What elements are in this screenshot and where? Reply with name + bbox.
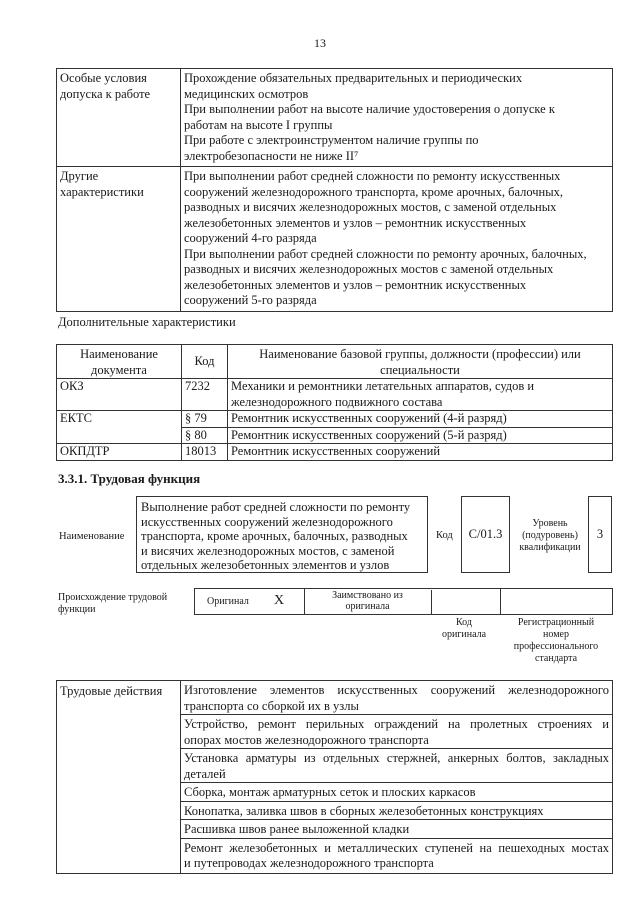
function-code-box — [461, 496, 510, 573]
header-code: Код — [182, 345, 228, 379]
action-item: Конопатка, заливка швов в сборных железобетонных конструкциях — [181, 801, 613, 820]
additional-table — [56, 344, 613, 461]
borrowed-cell: Заимствовано из оригинала — [304, 590, 432, 614]
actions-table — [56, 680, 613, 874]
action-item: Ремонт железобетонных и металлических ступеней на пешеходных мостах и путепроводах железнодорожного транспорта — [181, 838, 613, 873]
additional-title: Дополнительные характеристики — [58, 315, 236, 329]
name-cell: Механики и ремонтники летательных аппаратов, судов и железнодорожного подвижного состава — [228, 379, 613, 411]
original-mark: X — [274, 593, 285, 608]
table-row — [57, 379, 613, 411]
original-code-cell — [432, 589, 501, 614]
function-code-label: Код — [436, 530, 453, 541]
value-cell: Прохождение обязательных предварительных и периодических медицинских осмотров При выполнении работ на высоте наличие удостоверения о допуске к работам на высоте I группы При работе с электроинструментом наличие группы по электробезопасности не ниже II⁷ — [181, 69, 613, 167]
header-name: Наименование базовой группы, должности (профессии) или специальности — [228, 345, 613, 379]
reg-caption: Регистрационный номер профессионального стандарта — [513, 617, 599, 664]
action-item: Устройство, ремонт перильных ограждений на пролетных строениях и опорах мостов железнодорожного транспорта — [181, 715, 613, 749]
code-cell: § 80 — [182, 427, 228, 444]
actions-label: Трудовые действия — [57, 681, 181, 874]
function-code-value: C/01.3 — [468, 527, 503, 541]
name-cell: Ремонтник искусственных сооружений (4-й разряд) — [228, 411, 613, 428]
original-cell — [195, 589, 305, 614]
level-value: 3 — [596, 527, 604, 541]
action-item: Изготовление элементов искусственных сооружений железнодорожного транспорта со сборкой их в узлы — [181, 681, 613, 715]
original-label: Оригинал — [207, 596, 249, 607]
page-number: 13 — [314, 36, 326, 50]
doc-cell: ОКПДТР — [57, 444, 182, 461]
function-name-label: Наименование — [59, 531, 125, 542]
origin-label: Происхождение трудовой функции — [58, 592, 168, 615]
table-row — [57, 444, 613, 461]
conditions-table — [56, 68, 613, 312]
code-cell: 7232 — [182, 379, 228, 411]
code-cell: 18013 — [182, 444, 228, 461]
origin-box — [194, 588, 613, 615]
label-cell: Другие характеристики — [57, 167, 181, 312]
name-cell: Ремонтник искусственных сооружений — [228, 444, 613, 461]
function-name-box: Выполнение работ средней сложности по ремонту искусственных сооружений железнодорожного транспорта, кроме арочных, балочных, разводных и висячих железнодорожных мостов, с заменой отдельных железобетонных элементов и узлов — [136, 496, 428, 573]
action-item: Сборка, монтаж арматурных сеток и плоских каркасов — [181, 783, 613, 802]
table-row — [57, 69, 613, 167]
doc-cell: ЕКТС — [57, 411, 182, 444]
doc-cell: ОКЗ — [57, 379, 182, 411]
action-item: Расшивка швов ранее выложенной кладки — [181, 820, 613, 839]
table-row — [57, 411, 613, 428]
table-row — [57, 167, 613, 312]
level-label: Уровень (подуровень) квалификации — [519, 518, 581, 553]
reg-number-cell — [501, 589, 612, 614]
value-cell: При выполнении работ средней сложности по ремонту искусственных сооружений железнодорожного транспорта, кроме арочных, балочных, разводных и висячих железнодорожных мостов, с заменой отдельных железобетонных элементов и узлов – ремонтник искусственных сооружений 4-го разряда При выполнении работ средней сложности по ремонту арочных, балочных, разводных и висячих железнодорожных мостов с заменой отдельных железобетонных элементов и узлов – ремонтник искусственных сооружений 5-го разряда — [181, 167, 613, 312]
action-item: Установка арматуры из отдельных стержней, анкерных болтов, закладных деталей — [181, 749, 613, 783]
code-caption: Код оригинала — [441, 617, 487, 640]
table-row — [57, 681, 613, 715]
level-box — [588, 496, 612, 573]
table-header-row — [57, 345, 613, 379]
header-doc: Наименование документа — [57, 345, 182, 379]
section-title: 3.3.1. Трудовая функция — [58, 471, 201, 486]
label-cell: Особые условия допуска к работе — [57, 69, 181, 167]
name-cell: Ремонтник искусственных сооружений (5-й разряд) — [228, 427, 613, 444]
code-cell: § 79 — [182, 411, 228, 428]
